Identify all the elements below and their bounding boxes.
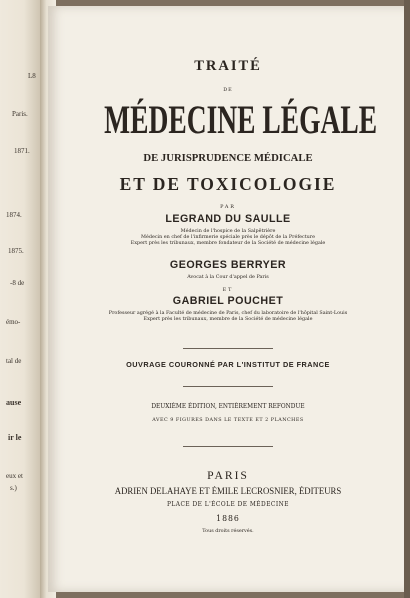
main-title: MÉDECINE LÉGALE <box>104 97 378 142</box>
left-fragment: 1874. <box>6 211 22 219</box>
left-fragment: 1875. <box>8 247 24 255</box>
subtitle-toxicologie: ET DE TOXICOLOGIE <box>119 174 337 194</box>
left-fragment: émo- <box>6 318 21 326</box>
left-fragment: 1871. <box>14 147 30 155</box>
imprint-city: PARIS <box>207 468 249 482</box>
left-fragment: L8 <box>28 72 36 80</box>
divider <box>183 348 273 349</box>
figures-line: AVEC 9 FIGURES DANS LE TEXTE ET 2 PLANCHES <box>152 417 304 423</box>
title-traite: TRAITÉ <box>194 58 262 74</box>
rights-notice: Tous droits réservés. <box>202 528 254 534</box>
author-description: Expert près les tribunaux, membre fondateur de la Société de médecine légale <box>130 240 326 246</box>
edition-line: DEUXIÈME ÉDITION, ENTIÈREMENT REFONDUE <box>151 403 305 410</box>
publisher: ADRIEN DELAHAYE ET ÉMILE LECROSNIER, ÉDITEURS <box>114 486 342 496</box>
author-name: GABRIEL POUCHET <box>172 295 284 307</box>
author-description: Professeur agrégé à la Faculté de médecine de Paris, chef du laboratoire de l'hôpital Saint-Louis <box>108 310 348 316</box>
left-fragment: s.) <box>10 484 17 492</box>
par-label: PAR <box>220 204 236 210</box>
publication-year: 1886 <box>216 514 240 523</box>
author-description: Expert près les tribunaux, membre de la Société de médecine légale <box>143 316 313 322</box>
page-edge <box>404 0 410 598</box>
subtitle: DE JURISPRUDENCE MÉDICALE <box>143 152 313 164</box>
left-fragment: ause <box>6 398 22 407</box>
divider <box>183 386 273 387</box>
left-fragment: -8 de <box>10 279 25 287</box>
author-description: Avocat à la Cour d'appel de Paris <box>187 274 269 280</box>
et-label: ET <box>222 287 234 293</box>
left-fragment: tal de <box>6 357 22 365</box>
publisher-address: PLACE DE L'ÉCOLE DE MÉDECINE <box>166 501 290 508</box>
author-description: Médecin de l'hospice de la Salpêtrière <box>180 228 276 234</box>
left-fragment: ir le <box>8 433 22 442</box>
title-de: DE <box>223 87 233 93</box>
author-name: GEORGES BERRYER <box>169 259 287 271</box>
award-line: OUVRAGE COURONNÉ PAR L'INSTITUT DE FRANCE <box>126 360 330 369</box>
author-name: LEGRAND DU SAULLE <box>165 213 291 225</box>
left-fragment: eux et <box>6 472 23 480</box>
left-fragment: Paris. <box>12 110 28 118</box>
title-page <box>48 6 408 592</box>
author-description: Médecin en chef de l'infirmerie spéciale près le dépôt de la Préfecture <box>140 234 316 240</box>
left-facing-page <box>0 0 40 598</box>
divider <box>183 446 273 447</box>
